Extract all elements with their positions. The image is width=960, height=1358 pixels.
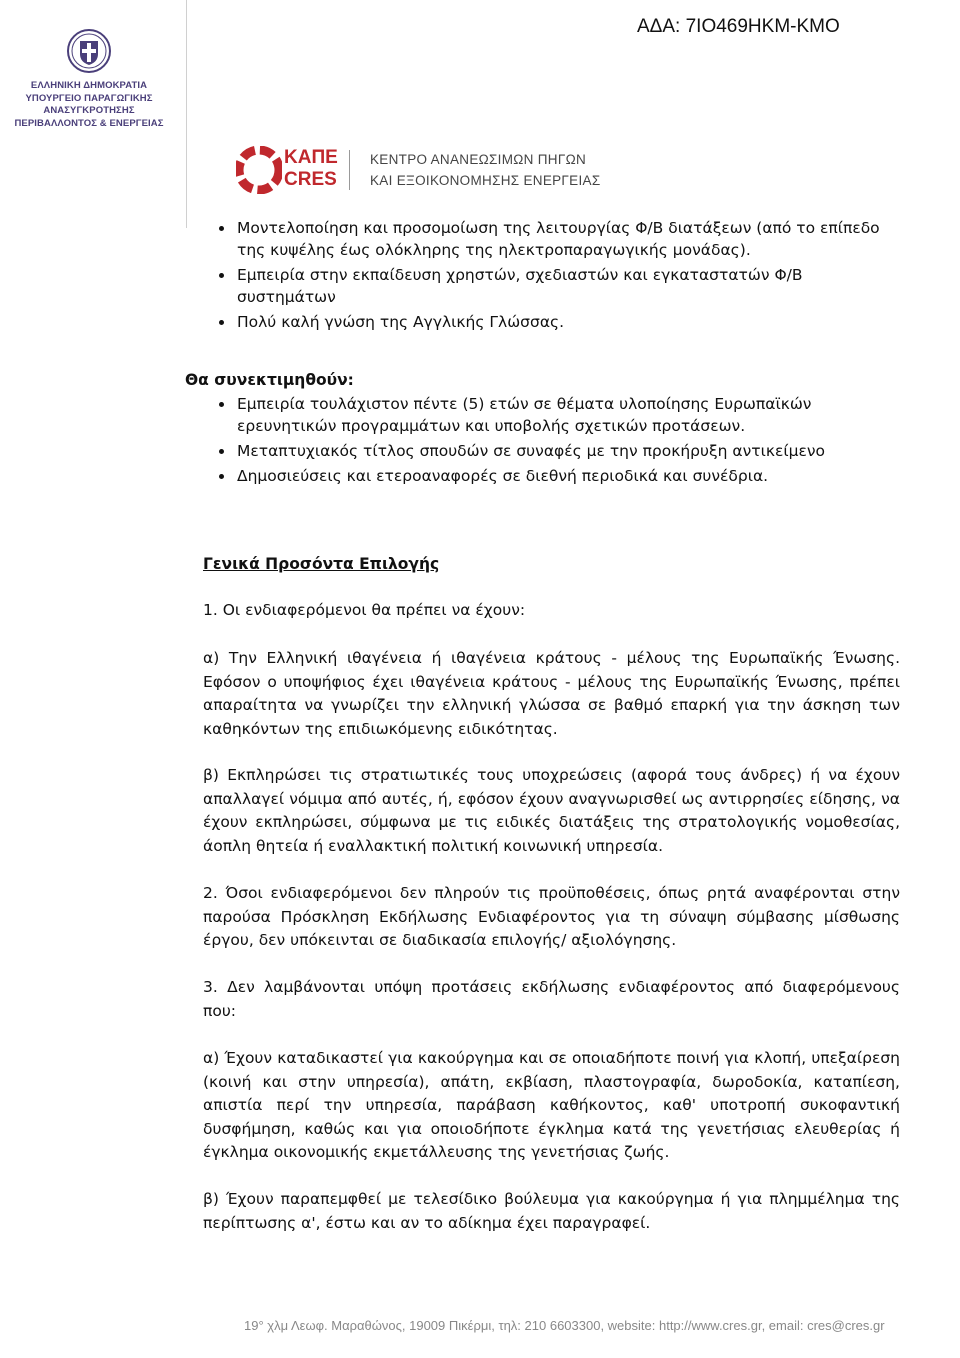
- list-item: Μοντελοποίηση και προσομοίωση της λειτουργίας Φ/Β διατάξεων (από το επίπεδο της κυψέλης έως ολόκληρης της ηλεκτροπαραγωγικής μονάδας).: [0, 217, 897, 261]
- kape-brand-latin: CRES: [284, 169, 337, 190]
- kape-logo-icon: [236, 146, 282, 194]
- paragraph-3a: α) Έχουν καταδικαστεί για κακούργημα και σε οποιαδήποτε ποινή για κλοπή, υπεξαίρεση (κοινή και στην υπηρεσία), απάτη, εκβίαση, πλαστογραφία, δωροδοκία, καταπίεση, απιστία περί την υπηρεσία, παράβαση καθήκοντος, καθ' υποτροπή συκοφαντική δυσφήμηση, καθώς και για οποιοδήποτε έγκλημα κατά της γενετήσιας ελευθερίας ή έγκλημα οικονομικής εκμετάλλευσης της γενετήσιας ζωής.: [203, 1049, 900, 1161]
- general-qualifications-heading: Γενικά Προσόντα Επιλογής: [203, 555, 440, 573]
- paragraph-3: 3. Δεν λαμβάνονται υπόψη προτάσεις εκδήλωσης ενδιαφέροντος από διαφερόμενους που:: [203, 978, 900, 1020]
- kape-name-line-2: ΚΑΙ ΕΞΟΙΚΟΝΟΜΗΣΗΣ ΕΝΕΡΓΕΙΑΣ: [370, 173, 601, 188]
- kape-brand-greek: ΚΑΠΕ: [284, 147, 338, 168]
- list-item: Πολύ καλή γνώση της Αγγλικής Γλώσσας.: [0, 311, 897, 333]
- gov-line-2: ΥΠΟΥΡΓΕΙΟ ΠΑΡΑΓΩΓΙΚΗΣ: [25, 92, 153, 104]
- paragraph-3b: β) Έχουν παραπεμφθεί με τελεσίδικο βούλευμα για κακούργημα ή για πλημμέλημα της περίπτωσης α', έστω και αν το αδίκημα έχει παραγραφεί.: [203, 1190, 900, 1232]
- kape-separator: [349, 150, 350, 190]
- bullet-list-top: [0, 217, 897, 336]
- bullet-icon: [219, 226, 224, 231]
- bullet-icon: [219, 402, 224, 407]
- kape-name-line-1: ΚΕΝΤΡΟ ΑΝΑΝΕΩΣΙΜΩΝ ΠΗΓΩΝ: [370, 152, 587, 167]
- page-footer: 19° χλμ Λεωφ. Μαραθώνος, 19009 Πικέρμι, τηλ: 210 6603300, website: http://www.cres.gr, email: cres@cres.gr: [244, 1318, 885, 1333]
- ada-code: ΑΔΑ: 7ΙΟ469ΗΚΜ-ΚΜΟ: [637, 16, 840, 37]
- greek-coat-of-arms-icon: [66, 28, 112, 74]
- gov-line-4: ΠΕΡΙΒΑΛΛΟΝΤΟΣ & ΕΝΕΡΓΕΙΑΣ: [14, 117, 164, 129]
- bullet-icon: [219, 320, 224, 325]
- header-divider: [186, 0, 187, 228]
- bullet-icon: [219, 273, 224, 278]
- section-heading: Θα συνεκτιμηθούν:: [185, 371, 354, 389]
- gov-line-1: ΕΛΛΗΝΙΚΗ ΔΗΜΟΚΡΑΤΙΑ: [30, 80, 148, 91]
- list-item: Εμπειρία στην εκπαίδευση χρηστών, σχεδιαστών και εγκαταστατών Φ/Β συστημάτων: [0, 264, 897, 308]
- paragraph-2: 2. Όσοι ενδιαφερόμενοι δεν πληρούν τις προϋποθέσεις, όπως ρητά αναφέρονται στην παρούσα Πρόσκληση Εκδήλωσης Ενδιαφέροντος για τη σύναψη σύμβασης μίσθωσης έργου, δεν υπόκεινται σε διαδικασία επιλογής/ αξιολόγησης.: [203, 884, 900, 949]
- paragraph-1: 1. Οι ενδιαφερόμενοι θα πρέπει να έχουν:: [203, 601, 526, 619]
- ministry-header: [0, 28, 178, 130]
- bullet-list-mid: [0, 393, 897, 490]
- bullet-icon: [219, 474, 224, 479]
- list-item: Δημοσιεύσεις και ετεροαναφορές σε διεθνή περιοδικά και συνέδρια.: [0, 465, 897, 487]
- gov-line-3: ΑΝΑΣΥΓΚΡΟΤΗΣΗΣ: [43, 105, 135, 116]
- paragraph-1b: β) Εκπληρώσει τις στρατιωτικές τους υποχρεώσεις (αφορά τους άνδρες) ή να έχουν απαλλαγεί νόμιμα από αυτές, ή, εφόσον έχουν αναγνωρισθεί ως αντιρρησίες είδησης, να έχουν εκπληρώσει, σύμφωνα με τις ειδικές διατάξεις της στρατολογικής νομοθεσίας, άοπλη θητεία ή εναλλακτική πολιτική κοινωνική υπηρεσία.: [203, 766, 900, 855]
- paragraph-1a: α) Την Ελληνική ιθαγένεια ή ιθαγένεια κράτους - μέλους της Ευρωπαϊκής Ένωσης. Εφόσον ο υποψήφιος έχει ιθαγένεια κράτους - μέλους της Ευρωπαϊκής Ένωσης, πρέπει απαραίτητα να γνωρίζει την ελληνική γλώσσα σε βαθμό επαρκή για την άσκηση των καθηκόντων της επιδιωκόμενης ειδικότητας.: [203, 649, 900, 738]
- list-item: Εμπειρία τουλάχιστον πέντε (5) ετών σε θέματα υλοποίησης Ευρωπαϊκών ερευνητικών προγραμμάτων και υποβολής σχετικών προτάσεων.: [0, 393, 897, 437]
- list-item: Μεταπτυχιακός τίτλος σπουδών σε συναφές με την προκήρυξη αντικείμενο: [0, 440, 897, 462]
- bullet-icon: [219, 449, 224, 454]
